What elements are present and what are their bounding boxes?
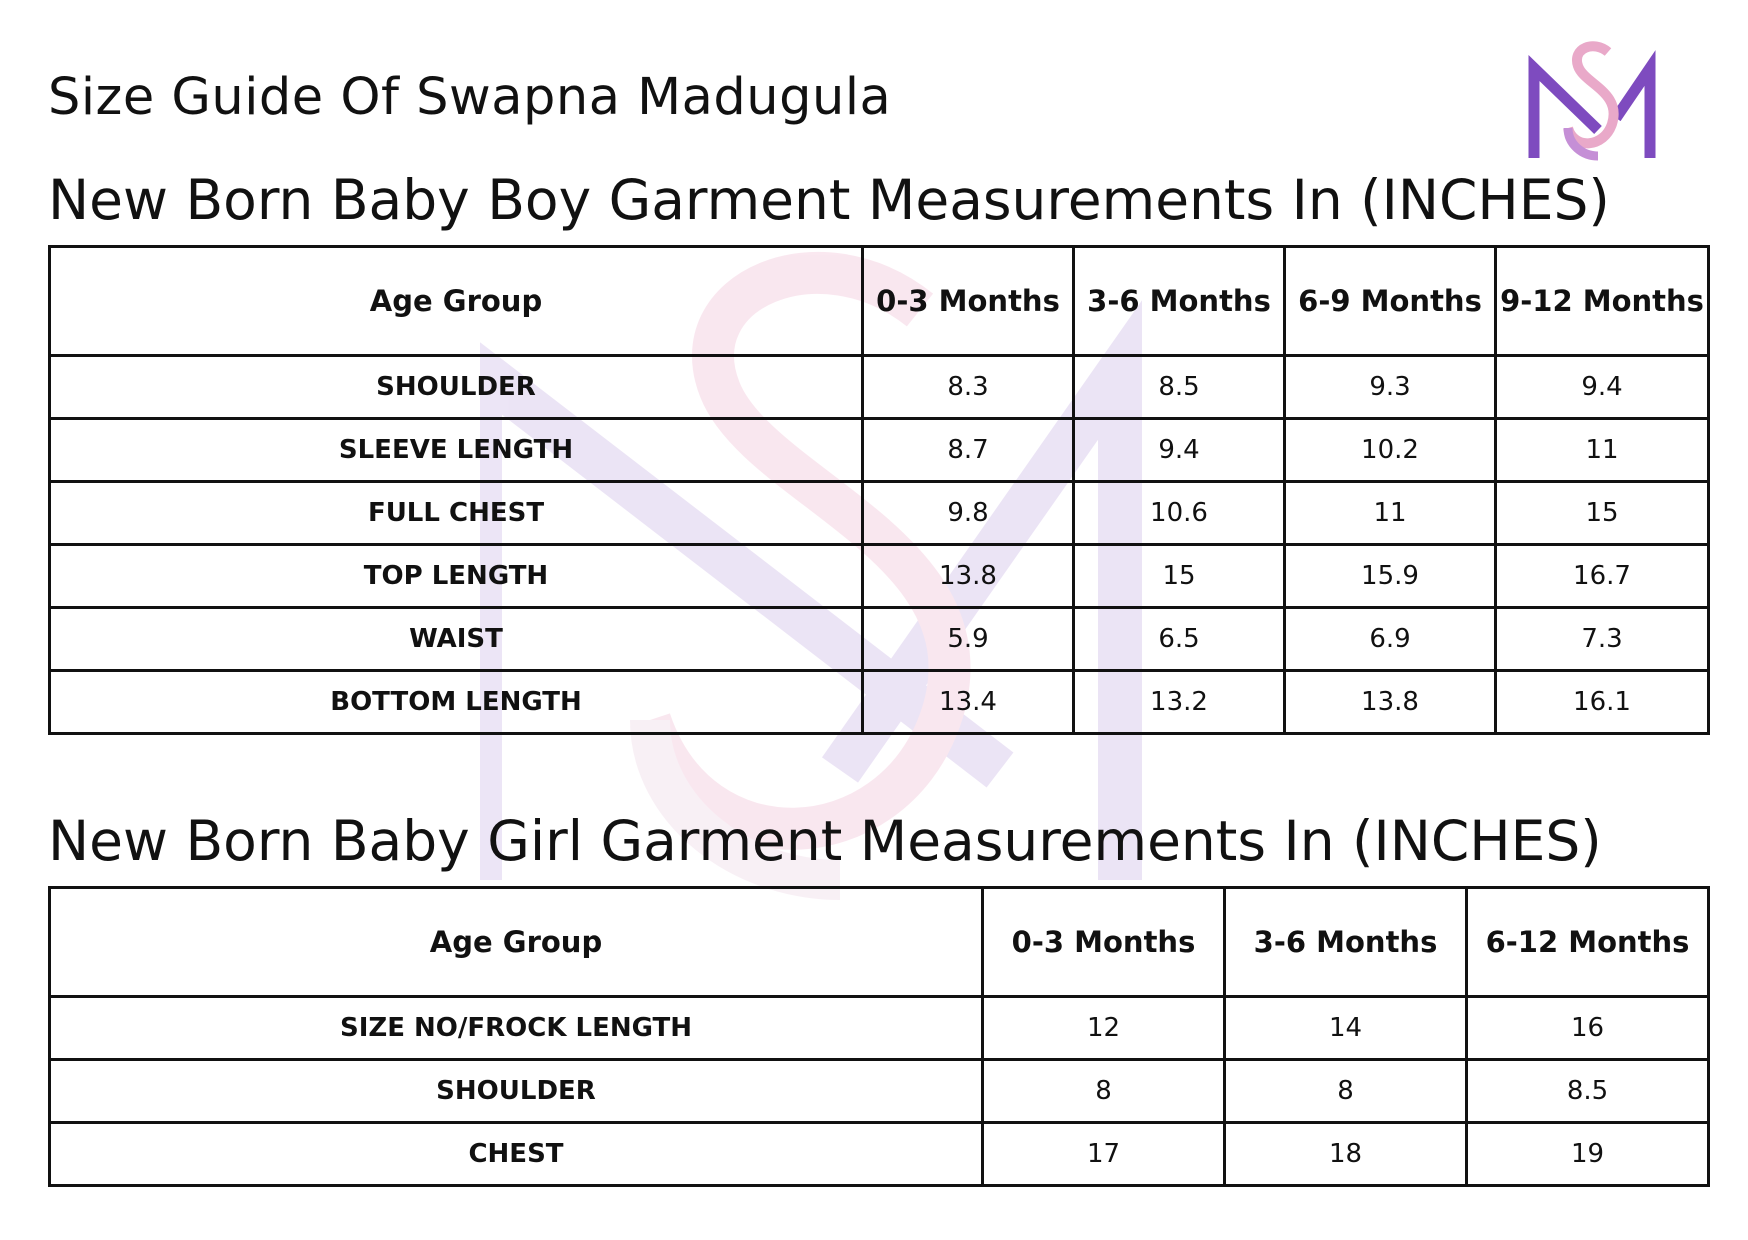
table-cell: 13.8	[863, 545, 1074, 608]
table-cell: 10.2	[1285, 419, 1496, 482]
boy-section-title: New Born Baby Boy Garment Measurements In (INCHES)	[48, 168, 1610, 232]
table-header-row	[50, 247, 1709, 356]
column-header: 3-6 Months	[1225, 888, 1467, 997]
table-cell: 15.9	[1285, 545, 1496, 608]
row-label: BOTTOM LENGTH	[50, 671, 863, 734]
table-cell: 8	[1225, 1060, 1467, 1123]
column-header: 0-3 Months	[863, 247, 1074, 356]
column-header: 0-3 Months	[983, 888, 1225, 997]
table-cell: 16.1	[1496, 671, 1709, 734]
table-cell: 17	[983, 1123, 1225, 1186]
table-cell: 9.8	[863, 482, 1074, 545]
table-cell: 13.2	[1074, 671, 1285, 734]
table-cell: 13.8	[1285, 671, 1496, 734]
column-header: 9-12 Months	[1496, 247, 1709, 356]
row-label: WAIST	[50, 608, 863, 671]
table-cell: 6.5	[1074, 608, 1285, 671]
table-cell: 10.6	[1074, 482, 1285, 545]
table-cell: 5.9	[863, 608, 1074, 671]
row-label: CHEST	[50, 1123, 983, 1186]
table-row	[50, 671, 1709, 734]
table-cell: 12	[983, 997, 1225, 1060]
table-cell: 8.5	[1074, 356, 1285, 419]
row-label: SHOULDER	[50, 356, 863, 419]
table-cell: 16.7	[1496, 545, 1709, 608]
page-title: Size Guide Of Swapna Madugula	[48, 68, 892, 127]
table-cell: 15	[1074, 545, 1285, 608]
table-cell: 15	[1496, 482, 1709, 545]
table-cell: 9.4	[1496, 356, 1709, 419]
brand-logo-icon	[1528, 40, 1658, 170]
column-header: Age Group	[50, 247, 863, 356]
girl-size-table	[48, 886, 1710, 1187]
table-row	[50, 356, 1709, 419]
table-cell: 19	[1467, 1123, 1709, 1186]
table-row	[50, 419, 1709, 482]
column-header: 6-9 Months	[1285, 247, 1496, 356]
table-cell: 8.7	[863, 419, 1074, 482]
row-label: TOP LENGTH	[50, 545, 863, 608]
table-cell: 11	[1285, 482, 1496, 545]
boy-size-table	[48, 245, 1710, 735]
table-cell: 8.3	[863, 356, 1074, 419]
table-cell: 16	[1467, 997, 1709, 1060]
table-cell: 18	[1225, 1123, 1467, 1186]
table-row	[50, 482, 1709, 545]
table-cell: 14	[1225, 997, 1467, 1060]
table-row	[50, 997, 1709, 1060]
table-row	[50, 608, 1709, 671]
table-cell: 13.4	[863, 671, 1074, 734]
table-row	[50, 545, 1709, 608]
table-cell: 7.3	[1496, 608, 1709, 671]
table-row	[50, 1123, 1709, 1186]
table-row	[50, 1060, 1709, 1123]
table-cell: 9.3	[1285, 356, 1496, 419]
row-label: SHOULDER	[50, 1060, 983, 1123]
table-cell: 8	[983, 1060, 1225, 1123]
column-header: 3-6 Months	[1074, 247, 1285, 356]
column-header: 6-12 Months	[1467, 888, 1709, 997]
table-cell: 6.9	[1285, 608, 1496, 671]
column-header: Age Group	[50, 888, 983, 997]
row-label: SIZE NO/FROCK LENGTH	[50, 997, 983, 1060]
table-cell: 8.5	[1467, 1060, 1709, 1123]
table-header-row	[50, 888, 1709, 997]
row-label: SLEEVE LENGTH	[50, 419, 863, 482]
girl-section-title: New Born Baby Girl Garment Measurements In (INCHES)	[48, 809, 1602, 873]
table-cell: 11	[1496, 419, 1709, 482]
row-label: FULL CHEST	[50, 482, 863, 545]
table-cell: 9.4	[1074, 419, 1285, 482]
